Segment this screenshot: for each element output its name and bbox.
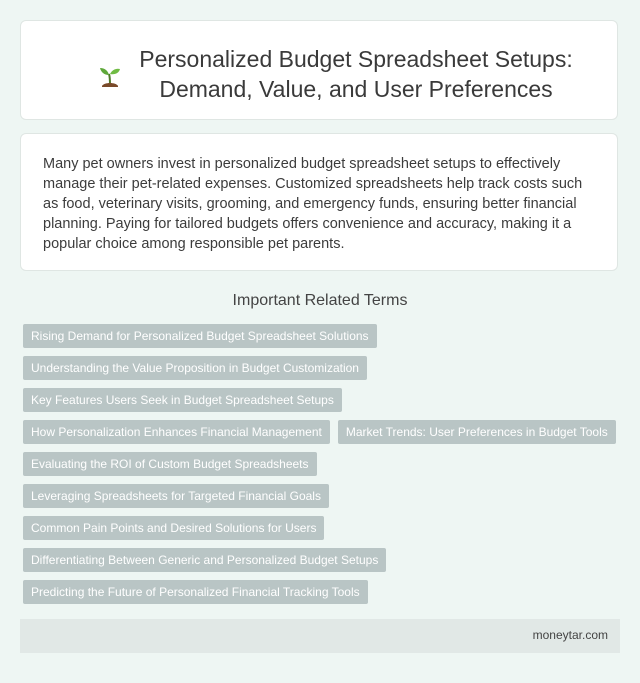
title-line-1: Personalized Budget Spreadsheet Setups: bbox=[139, 46, 573, 72]
tag-row bbox=[23, 516, 623, 548]
tag-row bbox=[23, 420, 623, 452]
term-tag[interactable]: Leveraging Spreadsheets for Targeted Financial Goals bbox=[23, 484, 329, 508]
term-tag[interactable]: Understanding the Value Proposition in Budget Customization bbox=[23, 356, 367, 380]
term-tag[interactable]: Rising Demand for Personalized Budget Spreadsheet Solutions bbox=[23, 324, 377, 348]
title-line-2: Demand, Value, and User Preferences bbox=[159, 76, 553, 102]
term-tag[interactable]: How Personalization Enhances Financial Management bbox=[23, 420, 330, 444]
term-tag[interactable]: Predicting the Future of Personalized Financial Tracking Tools bbox=[23, 580, 368, 604]
page-title bbox=[121, 44, 591, 104]
term-tag[interactable]: Market Trends: User Preferences in Budget Tools bbox=[338, 420, 616, 444]
tag-row bbox=[23, 580, 623, 612]
footer bbox=[20, 619, 620, 653]
term-tag[interactable]: Evaluating the ROI of Custom Budget Spreadsheets bbox=[23, 452, 317, 476]
tag-row bbox=[23, 356, 623, 388]
tag-row bbox=[23, 388, 623, 420]
related-terms-heading: Important Related Terms bbox=[232, 292, 408, 309]
intro-paragraph: Many pet owners invest in personalized budget spreadsheet setups to effectively manage their pet-related expenses. Customized spreadsheets help track costs such as food, veterinary visits, grooming, and emergency funds, ensuring better financial planning. Paying for tailored budgets offers convenience and accuracy, making it a popular choice among responsible pet parents. bbox=[43, 156, 583, 252]
tag-row bbox=[23, 324, 623, 356]
tag-row bbox=[23, 452, 623, 484]
site-link[interactable]: moneytar.com bbox=[532, 628, 608, 642]
term-tag[interactable]: Key Features Users Seek in Budget Spreadsheet Setups bbox=[23, 388, 342, 412]
related-terms-list bbox=[23, 324, 623, 612]
term-tag[interactable]: Differentiating Between Generic and Personalized Budget Setups bbox=[23, 548, 386, 572]
term-tag[interactable]: Common Pain Points and Desired Solutions for Users bbox=[23, 516, 324, 540]
header-card bbox=[20, 20, 618, 120]
intro-card bbox=[20, 133, 618, 271]
tag-row bbox=[23, 548, 623, 580]
tag-row bbox=[23, 484, 623, 516]
